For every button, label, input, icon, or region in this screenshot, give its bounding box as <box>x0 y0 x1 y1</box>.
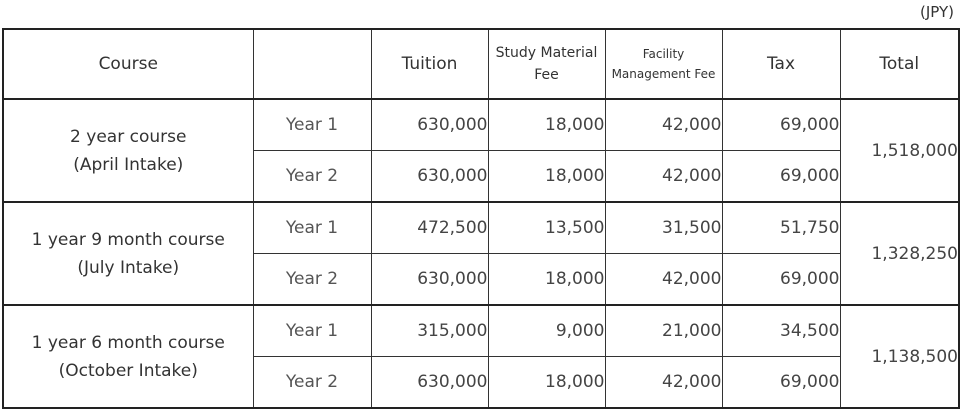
header-tuition: Tuition <box>371 29 488 99</box>
header-study-material-fee <box>488 29 605 99</box>
tuition-cell: 472,500 <box>371 202 488 254</box>
course-name-line1: 1 year 9 month course <box>31 229 225 250</box>
table-row <box>3 202 959 254</box>
tax-cell: 34,500 <box>722 305 840 357</box>
tax-cell: 69,000 <box>722 151 840 203</box>
tuition-cell: 315,000 <box>371 305 488 357</box>
total-cell: 1,138,500 <box>840 305 959 408</box>
tuition-cell: 630,000 <box>371 254 488 306</box>
header-facility-line1: Facility <box>642 47 685 61</box>
currency-note: (JPY) <box>919 3 954 21</box>
tax-cell: 69,000 <box>722 357 840 409</box>
study-material-cell: 18,000 <box>488 151 605 203</box>
header-study-material-line1: Study Material <box>495 45 598 61</box>
header-study-material-line2: Fee <box>534 67 559 83</box>
facility-cell: 42,000 <box>605 99 722 151</box>
year-label: Year 1 <box>253 99 371 151</box>
year-label: Year 1 <box>253 202 371 254</box>
course-name <box>3 305 253 408</box>
facility-cell: 42,000 <box>605 151 722 203</box>
study-material-cell: 18,000 <box>488 357 605 409</box>
tax-cell: 69,000 <box>722 99 840 151</box>
header-facility-management-fee <box>605 29 722 99</box>
tuition-cell: 630,000 <box>371 99 488 151</box>
header-total: Total <box>840 29 959 99</box>
header-facility-line2: Management Fee <box>611 67 716 81</box>
study-material-cell: 13,500 <box>488 202 605 254</box>
study-material-cell: 18,000 <box>488 254 605 306</box>
year-label: Year 2 <box>253 151 371 203</box>
year-label: Year 2 <box>253 254 371 306</box>
header-course: Course <box>3 29 253 99</box>
course-name-line1: 2 year course <box>70 126 187 147</box>
year-label: Year 2 <box>253 357 371 409</box>
total-cell: 1,518,000 <box>840 99 959 202</box>
tax-cell: 51,750 <box>722 202 840 254</box>
facility-cell: 31,500 <box>605 202 722 254</box>
course-name-line2: (April Intake) <box>73 154 184 175</box>
table-row <box>3 99 959 151</box>
facility-cell: 21,000 <box>605 305 722 357</box>
course-name-line2: (July Intake) <box>77 257 180 278</box>
table-row <box>3 305 959 357</box>
study-material-cell: 18,000 <box>488 99 605 151</box>
facility-cell: 42,000 <box>605 357 722 409</box>
year-label: Year 1 <box>253 305 371 357</box>
course-name-line1: 1 year 6 month course <box>31 332 225 353</box>
tuition-cell: 630,000 <box>371 357 488 409</box>
course-name <box>3 99 253 202</box>
header-row <box>3 29 959 99</box>
fee-table <box>2 28 960 409</box>
study-material-cell: 9,000 <box>488 305 605 357</box>
tuition-cell: 630,000 <box>371 151 488 203</box>
facility-cell: 42,000 <box>605 254 722 306</box>
course-name-line2: (October Intake) <box>58 360 198 381</box>
course-name <box>3 202 253 305</box>
header-tax: Tax <box>722 29 840 99</box>
header-year <box>253 29 371 99</box>
total-cell: 1,328,250 <box>840 202 959 305</box>
tax-cell: 69,000 <box>722 254 840 306</box>
